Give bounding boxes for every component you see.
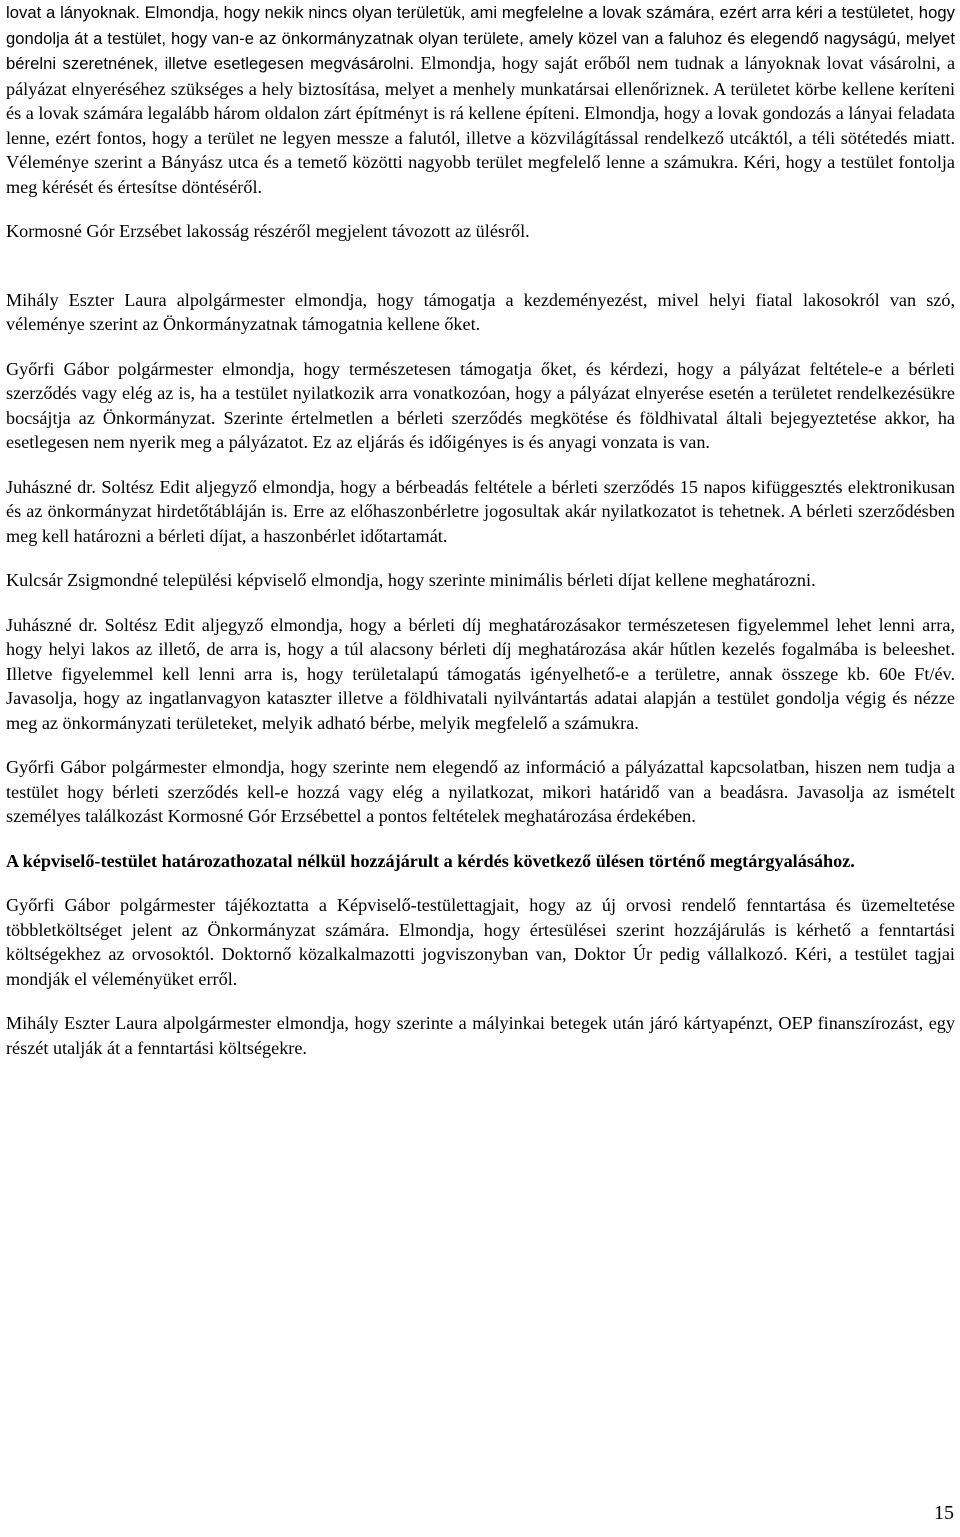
page-number: 15	[934, 1502, 954, 1524]
paragraph-gyorfi-1: Győrfi Gábor polgármester elmondja, hogy természetesen támogatja őket, és kérdezi, hogy a pályázat feltétele-e a bérleti szerződés vagy elég az is, ha a testület nyilatkozik arra vonatkozóan, hogy a pályázat elnyerése esetén a területet rendelkezésükre bocsájtja az Önkormányzat. Szerinte értelmetlen a bérleti szerződés megkötése és földhivatal általi bejegyeztetése akkor, ha esetlegesen nem nyerik meg a pályázatot. Ez az eljárás és időigényes is és anyagi vonzata is van.	[6, 358, 955, 452]
paragraph-kulcsar: Kulcsár Zsigmondné települési képviselő elmondja, hogy szerinte minimális bérleti díjat kellene meghatározni.	[6, 570, 816, 590]
paragraph-mihaly-1: Mihály Eszter Laura alpolgármester elmondja, hogy támogatja a kezdeményezést, mivel helyi fiatal lakosokról van szó, véleménye szerint az Önkormányzatnak támogatnia kellene őket.	[6, 289, 955, 334]
paragraph-juhaszne-1: Juhászné dr. Soltész Edit aljegyző elmondja, hogy a bérbeadás feltétele a bérleti szerződés 15 napos kifüggesztés elektronikusan és az önkormányzat hirdetőtábláján is. Erre az előhaszonbérletre jogosultak akár nyilatkozatot is tehetnek. A bérleti szerződésben meg kell határozni a bérleti díjat, a haszonbérlet időtartamát.	[6, 476, 955, 546]
paragraph-resolution-bold: A képviselő-testület határozathozatal nélkül hozzájárult a kérdés következő ülésen történő megtárgyalásához.	[6, 850, 855, 871]
paragraph-gyorfi-3: Győrfi Gábor polgármester tájékoztatta a Képviselő-testülettagjait, hogy az új orvosi rendelő fenntartása és üzemeltetése többletköltséget jelent az Önkormányzat számára. Elmondja, hogy értesülései szerint hozzájárulás is kérhető a fenntartási költségekhez az orvosoktól. Doktornő közalkalmazotti jogviszonyban van, Doktor Úr pedig vállalkozó. Kéri, a testület tagjai mondják el véleményüket erről.	[6, 895, 955, 989]
intro-sans-text: lovat a lányoknak. Elmondja, hogy nekik nincs olyan területük, ami megfelelne a lovak számára, ezért arra kéri a testületet, hogy gondolja át a testület, hogy van-e az önkormányzatnak olyan területe, amely közel van a faluhoz és elegendő nagyságú, melyet bérelni szeretnének, illetve esetlegesen megvásárolni.	[6, 3, 955, 73]
paragraph-intro	[6, 0, 955, 199]
document-page	[6, 0, 955, 1060]
paragraph-gyorfi-2: Győrfi Gábor polgármester elmondja, hogy szerinte nem elegendő az információ a pályázattal kapcsolatban, hiszen nem tudja a testület hogy bérleti szerződés kell-e hozzá vagy elég a nyilatkozat, mikori határidő van a beadásra. Javasolja az ismételt személyes találkozást Kormosné Gór Erzsébettel a pontos feltételek meghatározása érdekében.	[6, 757, 955, 826]
paragraph-mihaly-2: Mihály Eszter Laura alpolgármester elmondja, hogy szerinte a mályinkai betegek után járó kártyapénzt, OEP finanszírozást, egy részét utalják át a fenntartási költségekre.	[6, 1013, 955, 1058]
paragraph-kormosne: Kormosné Gór Erzsébet lakosság részéről megjelent távozott az ülésről.	[6, 221, 530, 241]
paragraph-juhaszne-2: Juhászné dr. Soltész Edit aljegyző elmondja, hogy a bérleti díj meghatározásakor természetesen figyelemmel lehet lenni arra, hogy helyi lakos az illető, de arra is, hogy a túl alacsony bérleti díj meghatározása akár hűtlen kezelés fogalmába is beleeshet. Illetve figyelemmel kell lenni arra is, hogy területalapú támogatás igényelhető-e a területre, annak összege kb. 60e Ft/év. Javasolja, hogy az ingatlanvagyon kataszter illetve a földhivatali nyilvántartás adatai alapján a testület gondolja végig és nézze meg az önkormányzati területeket, melyik adható bérbe, melyik megfelelő a számukra.	[6, 614, 955, 733]
intro-serif-text: Elmondja, hogy saját erőből nem tudnak a lányoknak lovat vásárolni, a pályázat elnyeréséhez szükséges a hely biztosítása, melyet a menhely munkatársai ellenőriznek. A területet körbe kellene keríteni és a lovak számára legalább három oldalon zárt építményt is rá kellene építeni. Elmondja, hogy a lovak gondozás a lányai feladata lenne, ezért fontos, hogy a terület ne legyen messze a falutól, illetve a közvilágítással rendelkező utcáktól, a téli sötétedés miatt. Véleménye szerint a Bányász utca és a temető közötti nagyobb terület megfelelő lenne a számukra. Kéri, hogy a testület fontolja meg kérését és értesítse döntéséről.	[6, 53, 956, 197]
